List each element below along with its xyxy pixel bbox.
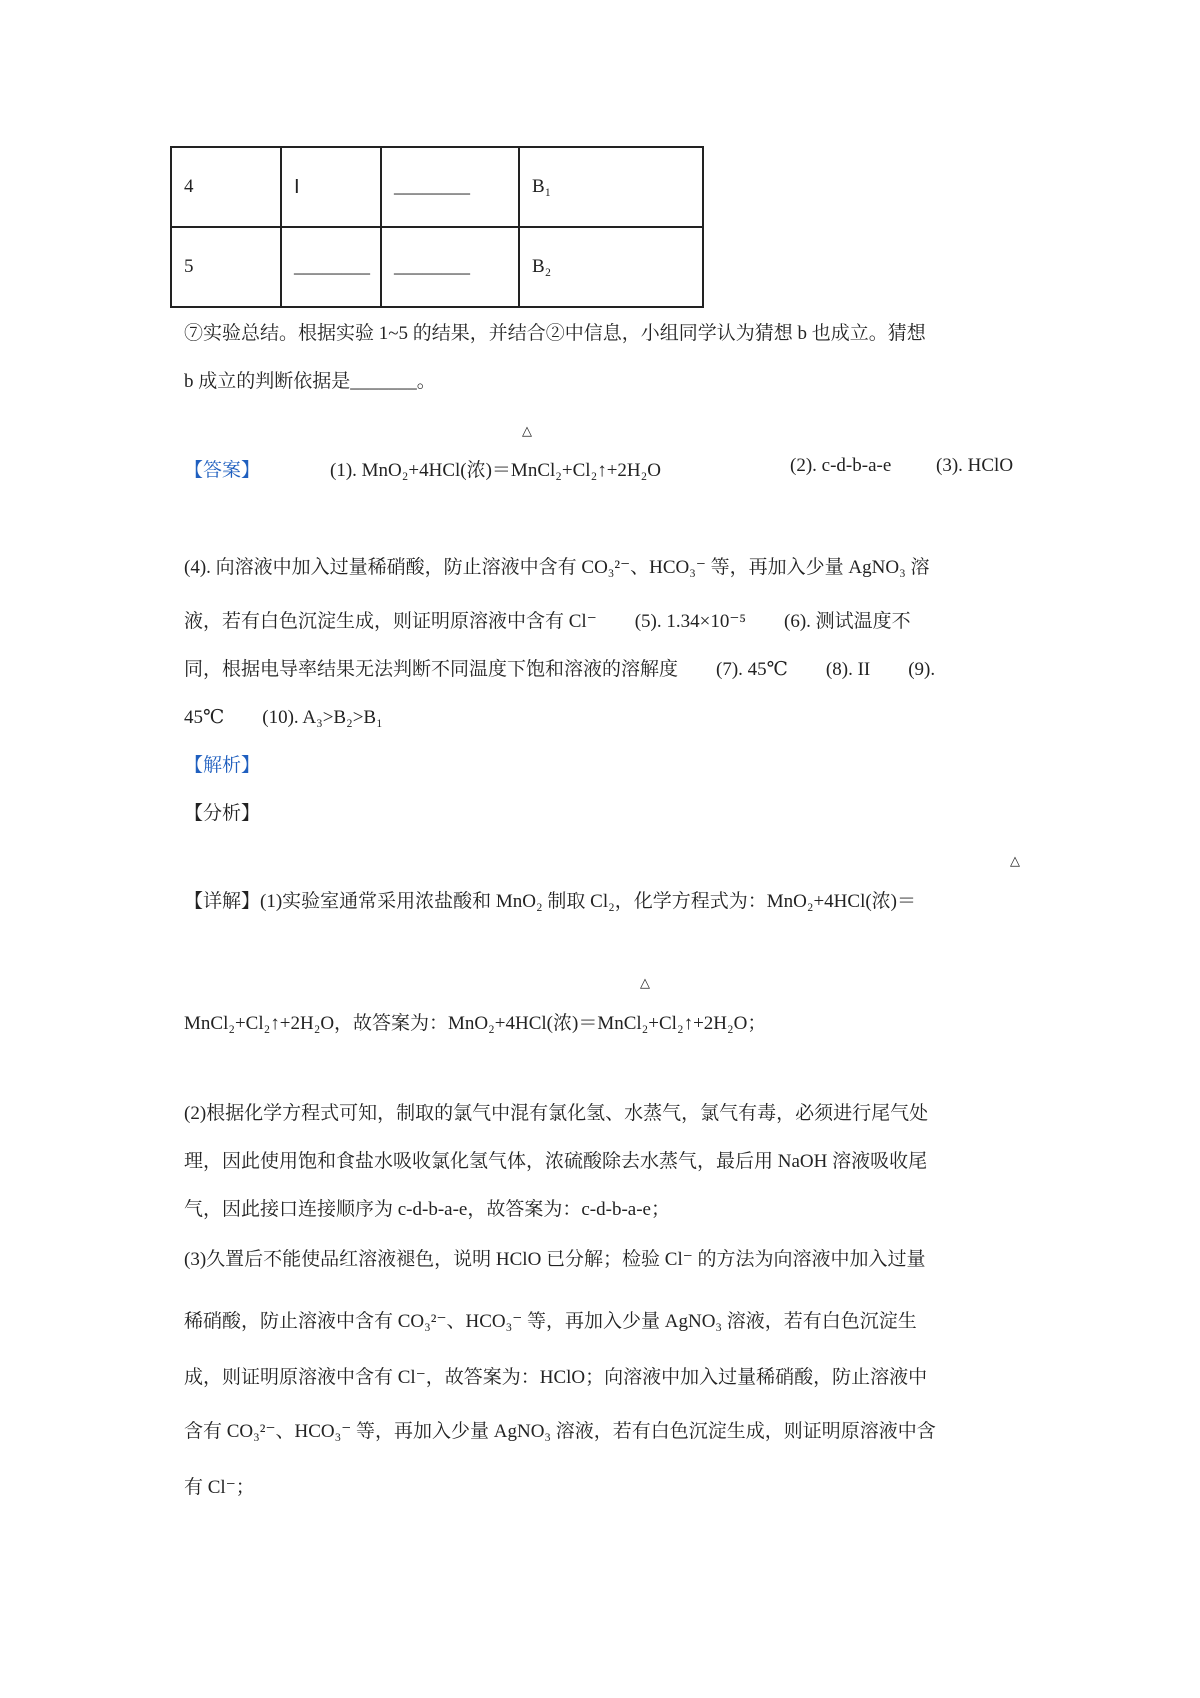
p3-line-1: (3)久置后不能使品红溶液褪色，说明 HClO 已分解；检验 Cl⁻ 的方法为向溶液中加入过量: [184, 1249, 926, 1270]
cell-b: ________: [381, 227, 519, 307]
summary-line-2: b 成立的判断依据是_______。: [184, 371, 436, 392]
table-row: [171, 147, 703, 227]
analysis-heading: 【解析】: [184, 755, 261, 776]
fenxi-heading: 【分析】: [184, 803, 261, 824]
p2-line-2: 理，因此使用饱和食盐水吸收氯化氢气体，浓硫酸除去水蒸气，最后用 NaOH 溶液吸收尾: [184, 1151, 928, 1172]
answer-4-line-2: 液，若有白色沉淀生成，则证明原溶液中含有 Cl⁻ (5). 1.34×10⁻⁵ (6). 测试温度不: [184, 611, 911, 632]
heating-delta-symbol: △: [640, 976, 650, 991]
experiment-table: [170, 146, 704, 308]
answer-4-line-4: 45℃ (10). A₃>B₂>B₁: [184, 707, 383, 728]
p3-line-5: 有 Cl⁻；: [184, 1477, 255, 1498]
heating-delta-symbol: △: [1010, 854, 1020, 869]
answer-3: (3). HClO: [936, 455, 1014, 476]
p3-line-3: 成，则证明原溶液中含有 Cl⁻，故答案为：HClO；向溶液中加入过量稀硝酸，防止溶液中: [184, 1367, 928, 1388]
p2-line-1: (2)根据化学方程式可知，制取的氯气中混有氯化氢、水蒸气，氯气有毒，必须进行尾气处: [184, 1103, 929, 1124]
p3-line-2: 稀硝酸，防止溶液中含有 CO₃²⁻、HCO₃⁻ 等，再加入少量 AgNO₃ 溶液，若有白色沉淀生: [184, 1311, 917, 1332]
p3-line-4: 含有 CO₃²⁻、HCO₃⁻ 等，再加入少量 AgNO₃ 溶液，若有白色沉淀生成，则证明原溶液中含: [184, 1421, 936, 1442]
cell-b: ________: [381, 147, 519, 227]
detail-line-1: 【详解】(1)实验室通常采用浓盐酸和 MnO₂ 制取 Cl₂，化学方程式为：MnO₂+4HCl(浓)＝: [184, 891, 917, 912]
cell-c: B₁: [519, 147, 703, 227]
table-row: [171, 227, 703, 307]
cell-num: 5: [171, 227, 281, 307]
cell-c: B₂: [519, 227, 703, 307]
answer-2: (2). c-d-b-a-e: [790, 455, 892, 476]
detail-line-2: MnCl₂+Cl₂↑+2H₂O，故答案为：MnO₂+4HCl(浓)＝MnCl₂+Cl₂↑+2H₂O；: [184, 1013, 767, 1034]
cell-a: ________: [281, 227, 381, 307]
answer-label: 【答案】: [184, 460, 261, 481]
answer-4-line-1: (4). 向溶液中加入过量稀硝酸，防止溶液中含有 CO₃²⁻、HCO₃⁻ 等，再加入少量 AgNO₃ 溶: [184, 557, 930, 578]
answer-1: (1). MnO₂+4HCl(浓)＝MnCl₂+Cl₂↑+2H₂O: [330, 460, 661, 481]
cell-a: Ⅰ: [281, 147, 381, 227]
heating-delta-symbol: △: [522, 424, 532, 439]
p2-line-3: 气，因此接口连接顺序为 c-d-b-a-e，故答案为：c-d-b-a-e；: [184, 1199, 670, 1220]
cell-num: 4: [171, 147, 281, 227]
summary-line-1: ⑦实验总结。根据实验 1~5 的结果，并结合②中信息，小组同学认为猜想 b 也成立。猜想: [184, 323, 926, 344]
answer-4-line-3: 同，根据电导率结果无法判断不同温度下饱和溶液的溶解度 (7). 45℃ (8). II (9).: [184, 659, 936, 680]
